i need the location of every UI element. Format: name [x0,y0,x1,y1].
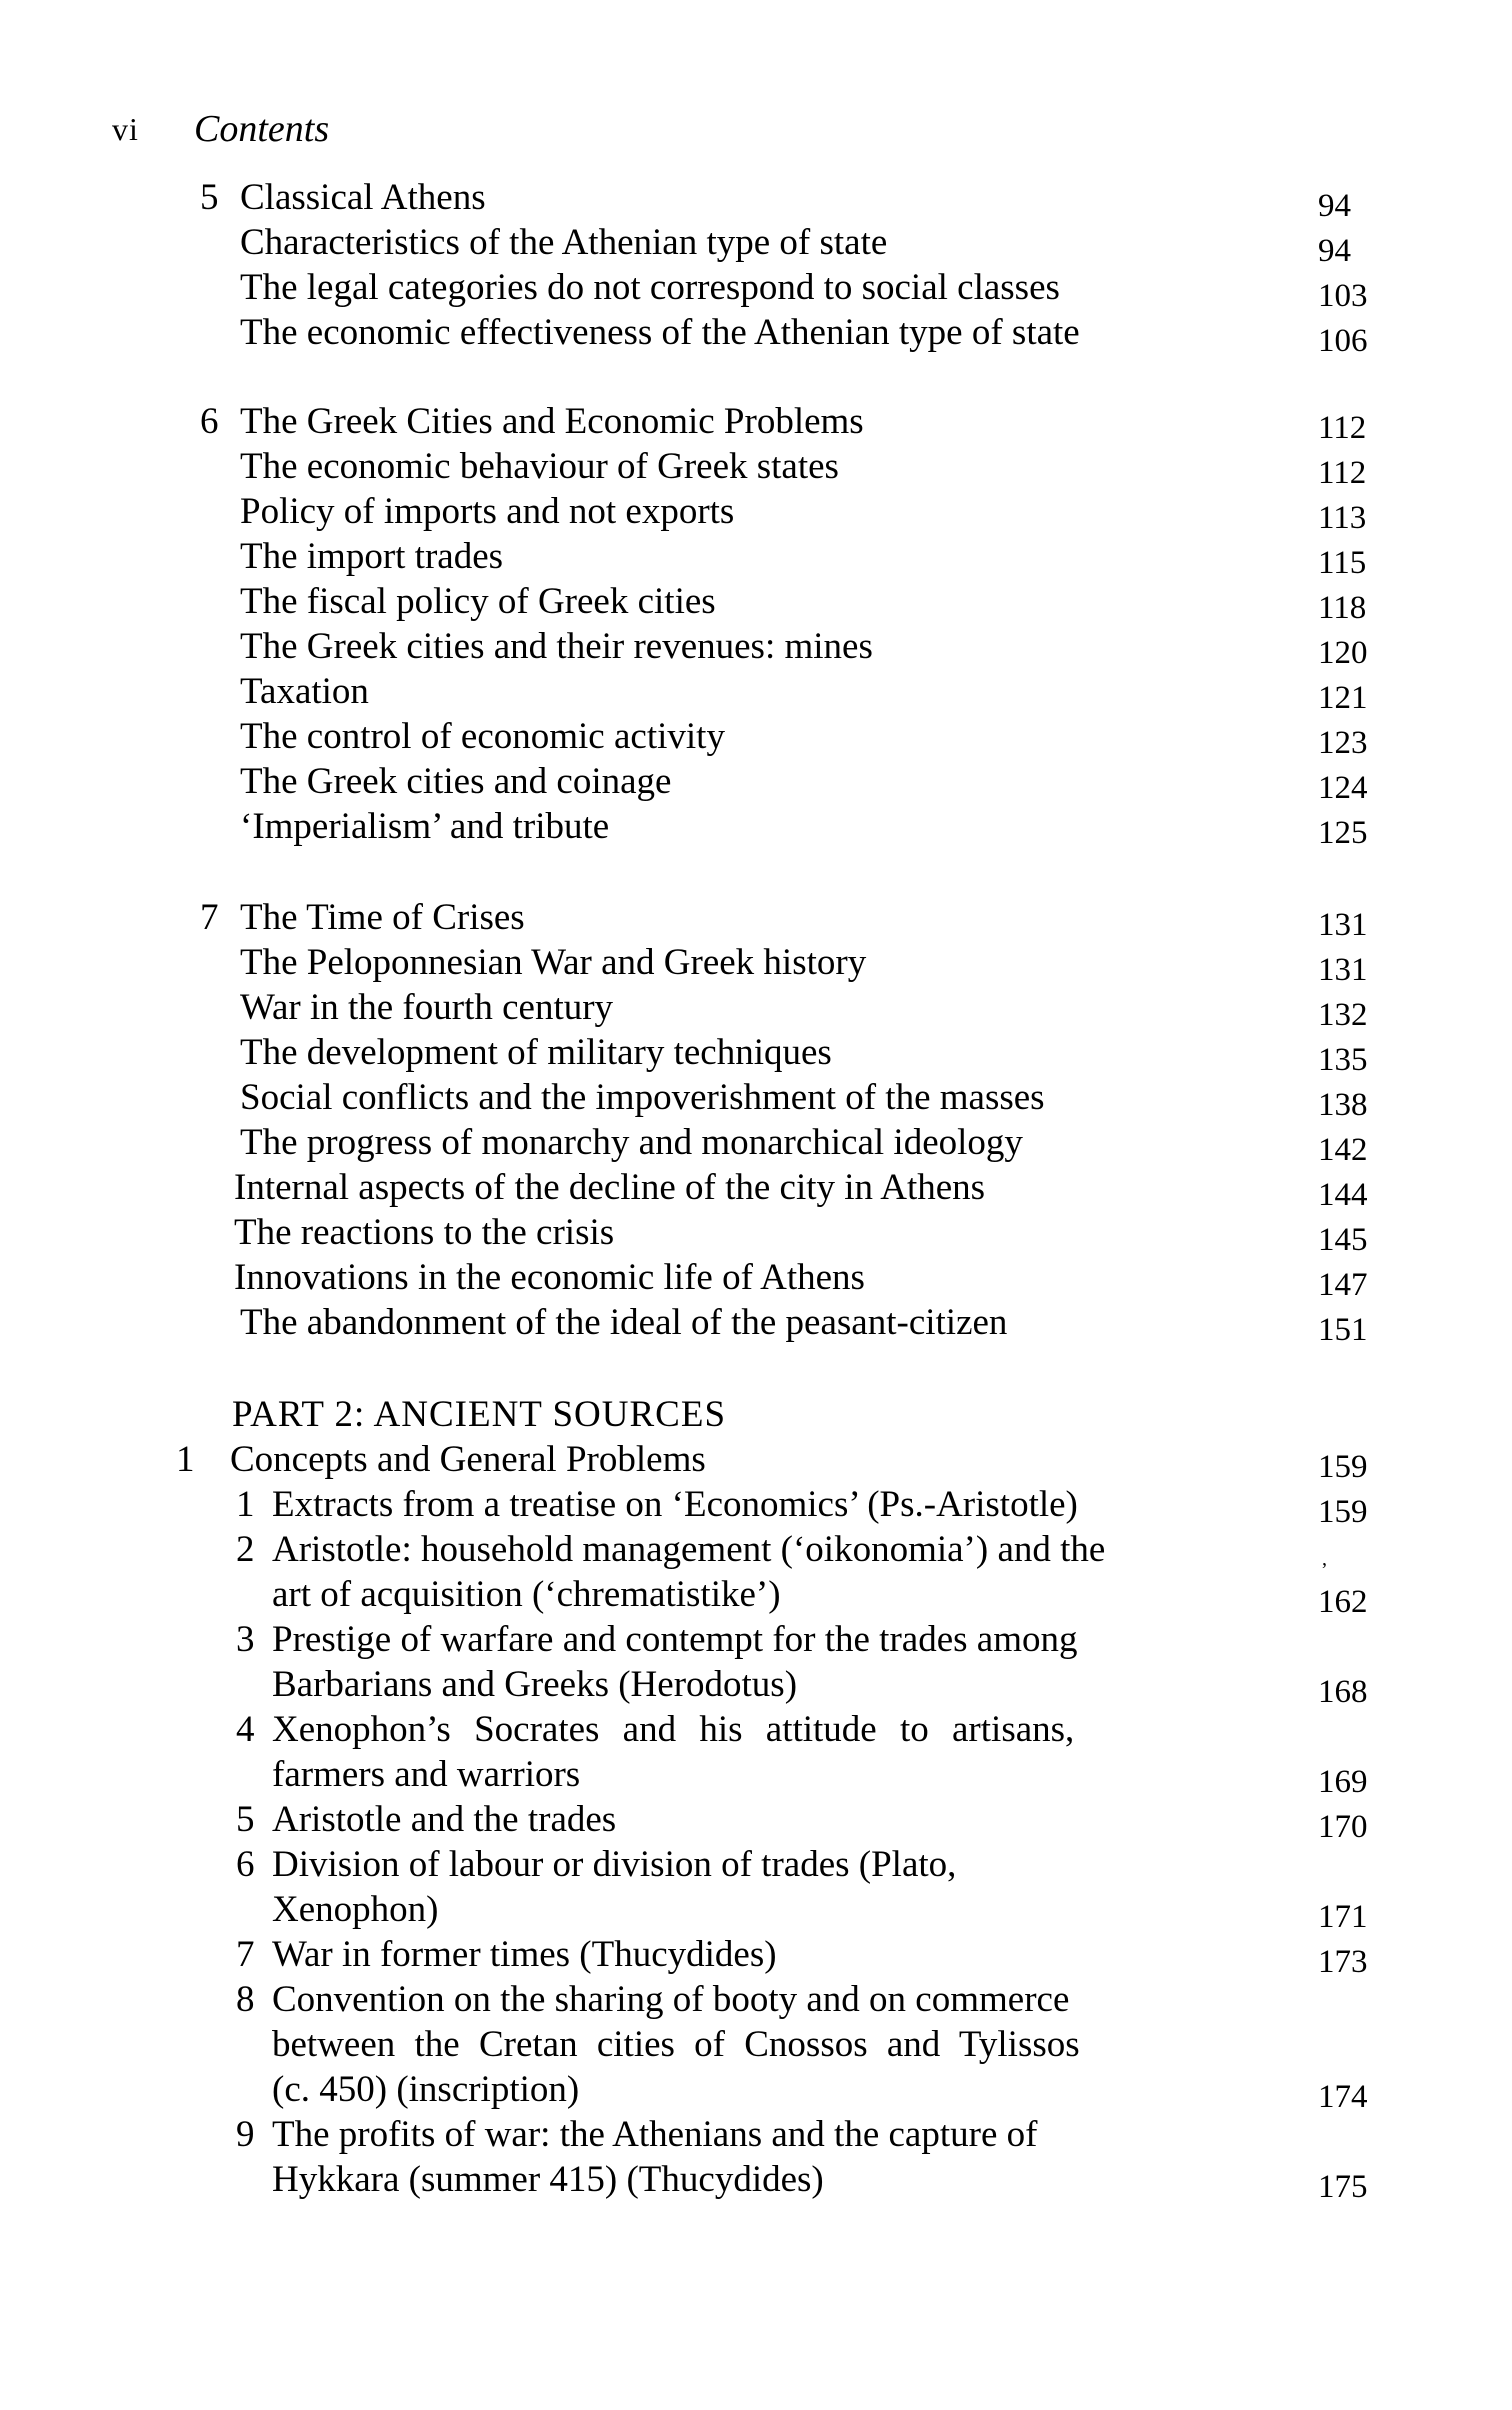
page-ref: 147 [1318,1267,1368,1303]
entry-number: 8 [236,1979,255,2020]
entry-text: Xenophon’s Socrates and his attitude to artisans, [272,1709,1075,1750]
page-ref: 115 [1318,545,1367,581]
chapter-number: 6 [200,401,219,442]
page-ref: 131 [1318,907,1368,943]
chapter-title: The Time of Crises [240,897,525,938]
toc-entry: The Greek cities and their revenues: mines [240,626,873,667]
toc-entry: The development of military techniques [240,1032,832,1073]
page-ref: 159 [1318,1494,1368,1530]
stray-mark: , [1322,1548,1327,1570]
toc-entry: The fiscal policy of Greek cities [240,581,716,622]
entry-text: Hykkara (summer 415) (Thucydides) [272,2159,824,2200]
entry-text: War in former times (Thucydides) [272,1934,777,1975]
page-ref: 112 [1318,455,1367,491]
entry-number: 3 [236,1619,255,1660]
entry-number: 7 [236,1934,255,1975]
toc-entry: The import trades [240,536,504,577]
page-ref: 168 [1318,1674,1368,1710]
entry-text: Extracts from a treatise on ‘Economics’ (Ps.-Aristotle) [272,1484,1078,1525]
entry-number: 2 [236,1529,255,1570]
entry-number: 6 [236,1844,255,1885]
page-ref: 145 [1318,1222,1368,1258]
entry-text: Prestige of warfare and contempt for the trades among [272,1619,1078,1660]
page-header [112,104,330,154]
entry-number: 9 [236,2114,255,2155]
toc-entry: The control of economic activity [240,716,725,757]
toc-entry: The economic behaviour of Greek states [240,446,839,487]
page-ref: 144 [1318,1177,1368,1213]
page-ref: 118 [1318,590,1367,626]
entry-text: (c. 450) (inscription) [272,2069,580,2110]
page-ref: 175 [1318,2169,1368,2205]
entry-text: Aristotle: household management (‘oikonomia’) and the [272,1529,1106,1570]
page-ref: 151 [1318,1312,1368,1348]
chapter-number: 7 [200,897,219,938]
entry-number: 4 [236,1709,255,1750]
entry-text: Aristotle and the trades [272,1799,617,1840]
entry-text: The profits of war: the Athenians and the capture of [272,2114,1038,2155]
page-ref: 169 [1318,1764,1368,1800]
toc-entry: The abandonment of the ideal of the peasant-citizen [240,1302,1008,1343]
entry-number: 5 [236,1799,255,1840]
toc-entry: The Peloponnesian War and Greek history [240,942,867,983]
page-ref: 138 [1318,1087,1368,1123]
page-ref: 112 [1318,410,1367,446]
page-ref: 106 [1318,323,1368,359]
page-ref: 174 [1318,2079,1368,2115]
page-ref: 132 [1318,997,1368,1033]
page-ref: 94 [1318,233,1351,269]
toc-entry: War in the fourth century [240,987,614,1028]
chapter-title: Classical Athens [240,177,486,218]
toc-entry: Characteristics of the Athenian type of state [240,222,888,263]
toc-entry: The progress of monarchy and monarchical ideology [240,1122,1023,1163]
page-ref: 131 [1318,952,1368,988]
page-ref: 124 [1318,770,1368,806]
entry-text: Convention on the sharing of booty and on commerce [272,1979,1070,2020]
page-ref: 113 [1318,500,1367,536]
page-ref: 159 [1318,1449,1368,1485]
page-ref: 121 [1318,680,1368,716]
toc-entry: The economic effectiveness of the Athenian type of state [240,312,1080,353]
page-ref: 123 [1318,725,1368,761]
part-title: PART 2: ANCIENT SOURCES [232,1394,727,1435]
page-ref: 135 [1318,1042,1368,1078]
entry-text: between the Cretan cities of Cnossos and Tylissos [272,2024,1080,2065]
page-ref: 103 [1318,278,1368,314]
page-ref: 94 [1318,188,1351,224]
chapter-title: The Greek Cities and Economic Problems [240,401,864,442]
toc-entry: Internal aspects of the decline of the city in Athens [234,1167,986,1208]
toc-entry: Policy of imports and not exports [240,491,735,532]
entry-text: art of acquisition (‘chrematistike’) [272,1574,781,1615]
page-number: vi [112,111,139,147]
page-ref: 162 [1318,1584,1368,1620]
page-ref: 171 [1318,1899,1368,1935]
page-ref: 170 [1318,1809,1368,1845]
page-ref: 125 [1318,815,1368,851]
entry-text: Xenophon) [272,1889,439,1930]
section-number: 1 [176,1439,195,1480]
running-head: Contents [194,108,330,150]
page-ref: 173 [1318,1944,1368,1980]
page-ref: 142 [1318,1132,1368,1168]
entry-text: farmers and warriors [272,1754,581,1795]
page-ref: 120 [1318,635,1368,671]
section-title: Concepts and General Problems [230,1439,706,1480]
entry-text: Barbarians and Greeks (Herodotus) [272,1664,798,1705]
toc-entry: ‘Imperialism’ and tribute [240,806,610,847]
toc-entry: The legal categories do not correspond to social classes [240,267,1060,308]
toc-entry: The reactions to the crisis [234,1212,615,1253]
entry-number: 1 [236,1484,255,1525]
toc-entry: Taxation [240,671,369,712]
toc-entry: The Greek cities and coinage [240,761,672,802]
toc-entry: Innovations in the economic life of Athens [234,1257,865,1298]
toc-entry: Social conflicts and the impoverishment of the masses [240,1077,1045,1118]
entry-text: Division of labour or division of trades (Plato, [272,1844,957,1885]
chapter-number: 5 [200,177,219,218]
